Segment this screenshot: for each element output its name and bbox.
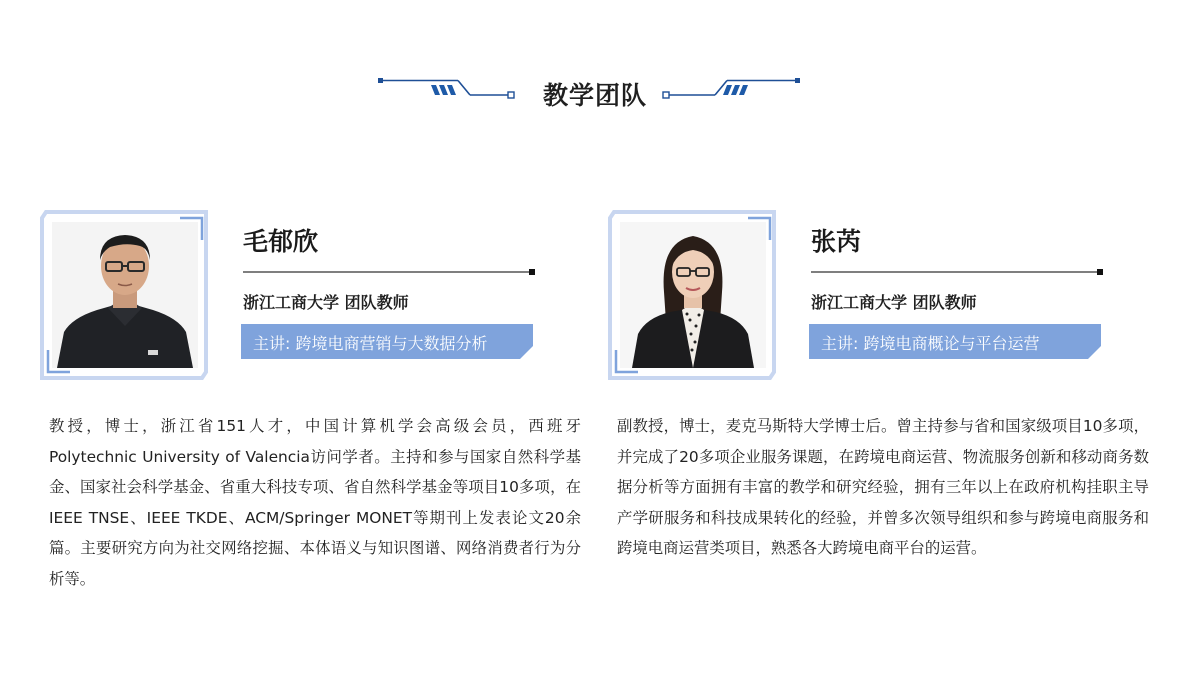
teacher-card [40, 210, 600, 630]
page-title: 教学团队 [542, 81, 647, 110]
teacher-photo [52, 222, 198, 368]
teacher-card [608, 210, 1168, 630]
teacher-bio: 教授，博士，浙江省151人才，中国计算机学会高级会员，西班牙Polytechnic University of Valencia访问学者。主持和参与国家自然科学基金、国家社会科学基金、省重大科技专项、省自然科学基金等项目10多项，在IEEE TNSE、IEEE TKDE、ACM/Springer MONET等期刊上发表论文20余篇。主要研究方向为社交网络挖掘、本体语义与知识图谱、网络消费者行为分析等。 [49, 417, 581, 588]
teacher-name: 张芮 [811, 227, 862, 256]
course-banner [809, 324, 1101, 359]
photo-frame [40, 210, 210, 380]
teacher-affiliation: 浙江工商大学 团队教师 [243, 293, 409, 312]
photo-frame [608, 210, 778, 380]
teacher-name: 毛郁欣 [243, 227, 319, 256]
teacher-affiliation: 浙江工商大学 团队教师 [811, 293, 977, 312]
teacher-bio: 副教授，博士，麦克马斯特大学博士后。曾主持参与省和国家级项目10多项，并完成了20多项企业服务课题，在跨境电商运营、物流服务创新和移动商务数据分析等方面拥有丰富的教学和研究经验，拥有三年以上在政府机构挂职主导产学研服务和科技成果转化的经验，并曾多次领导组织和参与跨境电商服务和跨境电商运营类项目，熟悉各大跨境电商平台的运营。 [617, 417, 1149, 557]
course-label: 主讲: 跨境电商概论与平台运营 [821, 334, 1040, 353]
name-underline [811, 268, 1103, 276]
course-banner [241, 324, 533, 359]
name-underline [243, 268, 535, 276]
teacher-photo [620, 222, 766, 368]
course-label: 主讲: 跨境电商营销与大数据分析 [253, 334, 488, 353]
